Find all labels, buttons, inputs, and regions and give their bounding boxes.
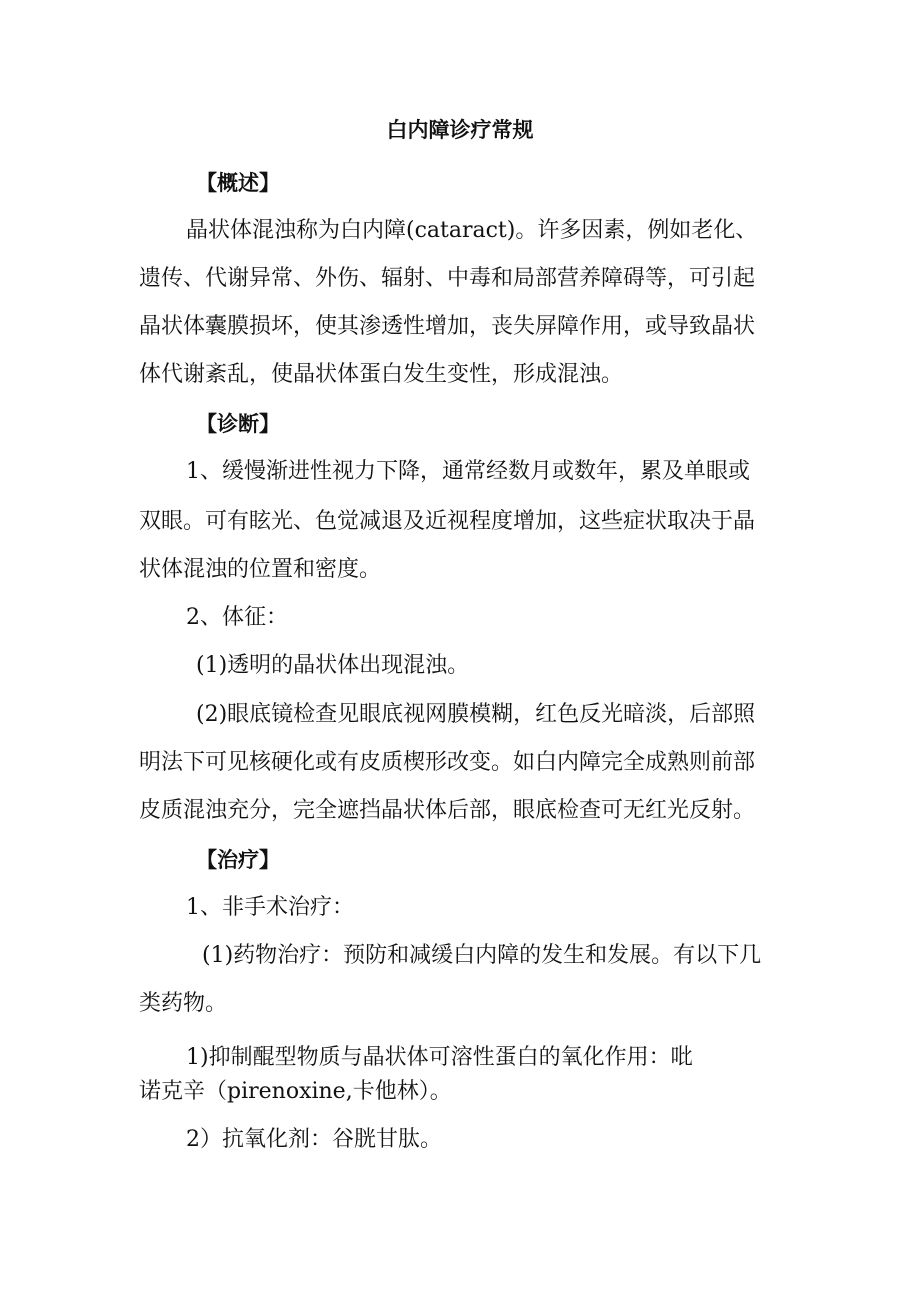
- diagnosis-sign-2-line-1: (2)眼底镜检查见眼底视网膜模糊，红色反光暗淡，后部照: [196, 702, 756, 727]
- diagnosis-sign-1: (1)透明的晶状体出现混浊。: [196, 653, 470, 678]
- overview-line-1: 晶状体混浊称为白内障(cataract)。许多因素，例如老化、: [186, 218, 758, 243]
- treatment-drug-line-1: (1)药物治疗：预防和减缓白内障的发生和发展。有以下几: [202, 943, 762, 968]
- diagnosis-sign-2-line-2: 明法下可见核硬化或有皮质楔形改变。如白内障完全成熟则前部: [139, 750, 756, 775]
- treatment-drug2: 2）抗氧化剂：谷胱甘肽。: [186, 1127, 442, 1152]
- treatment-heading: 【治疗】: [196, 847, 280, 872]
- overview-line-4: 体代谢紊乱，使晶状体蛋白发生变性，形成混浊。: [139, 362, 624, 387]
- overview-line-3: 晶状体囊膜损坏，使其渗透性增加，丧失屏障作用，或导致晶状: [139, 314, 756, 339]
- treatment-drug-line-2: 类药物。: [139, 991, 228, 1016]
- document-title: 白内障诊疗常规: [386, 117, 534, 142]
- diagnosis-heading: 【诊断】: [196, 411, 280, 436]
- diagnosis-item2: 2、体征：: [186, 605, 288, 630]
- diagnosis-item1-line-2: 双眼。可有眩光、色觉减退及近视程度增加，这些症状取决于晶: [139, 509, 756, 534]
- diagnosis-sign-2-line-3: 皮质混浊充分，完全遮挡晶状体后部，眼底检查可无红光反射。: [139, 798, 756, 823]
- diagnosis-item1-line-1: 1、缓慢渐进性视力下降，通常经数月或数年，累及单眼或: [186, 459, 750, 484]
- treatment-drug1-line-1: 1)抑制醌型物质与晶状体可溶性蛋白的氧化作用：吡: [186, 1045, 693, 1070]
- diagnosis-item1-line-3: 状体混浊的位置和密度。: [139, 557, 382, 582]
- treatment-drug1-line-2: 诺克辛（pirenoxine,卡他林）。: [139, 1079, 452, 1104]
- treatment-item1: 1、非手术治疗：: [186, 895, 354, 920]
- overview-heading: 【概述】: [196, 170, 280, 195]
- overview-line-2: 遗传、代谢异常、外伤、辐射、中毒和局部营养障碍等，可引起: [139, 266, 756, 291]
